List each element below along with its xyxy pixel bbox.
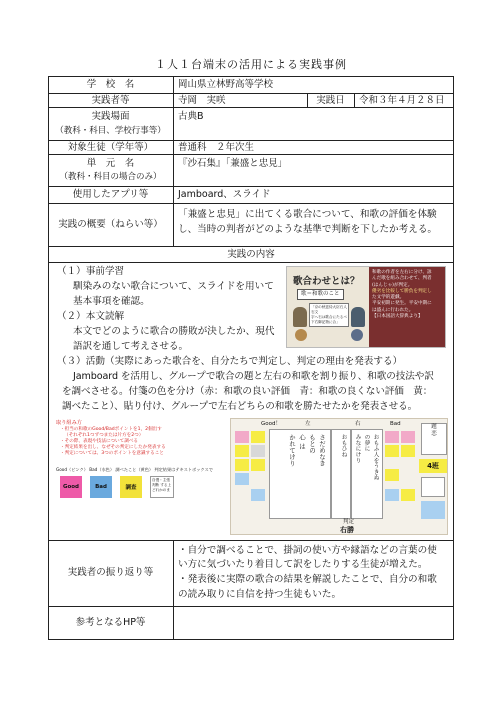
- content-line-9: を調べさせる。付箋の色を分け（赤：和歌の良い評価 青：和歌の良くない評価 黄：: [62, 386, 433, 397]
- content-line-7: （３）活動（実際にあった歌合を、自分たちで判定し、判定の理由を発表する）: [57, 356, 403, 367]
- poem-left-card: さだめなき もとの 心 は かれてけり: [269, 429, 331, 519]
- reflection-line-1: ・自分で調べることで、掛詞の使い方や縁語などの言葉の使: [178, 545, 437, 556]
- slide-utaawase: [286, 266, 446, 348]
- page-title: １人１台端末の活用による実践事例: [155, 58, 347, 71]
- content-line-5: 本文でどのように歌合の勝敗が決したか、現代: [73, 326, 275, 337]
- content-line-1: （１）事前学習: [57, 266, 125, 277]
- group-label: 4班: [419, 459, 447, 473]
- aim-label: 実践の概要（ねらい等）: [58, 219, 163, 230]
- unit-value: 『沙石集』「兼盛と忠見」: [178, 158, 288, 169]
- app-label: 使用したアプリ等: [72, 189, 149, 200]
- figure-illustration: 「京の秋廷侍大臣石人石文 字へ石は歌合にたるべ 下右御記物に合」: [291, 301, 365, 343]
- slide1-subtitle: 歌＝和歌のこと: [297, 289, 344, 300]
- school-label: 学 校 名: [86, 79, 135, 90]
- content-line-4: （２）本文読解: [57, 311, 125, 322]
- reflection-label: 実践者の振り返り等: [67, 567, 154, 578]
- reflection-line-2: い方に気づいたり着目して訳をしたりする生徒が増えた。: [178, 559, 428, 570]
- date-value: 令和３年４月２８日: [359, 95, 445, 106]
- research-sticky: 調査: [120, 476, 142, 498]
- target-value: 普通科 ２年次生: [178, 142, 255, 153]
- poem-right-card: おもふ人をうきぬ の夢に みなにけり: [351, 429, 383, 519]
- reflection-line-4: の読み取りに自信を持つ生徒もいた。: [178, 589, 342, 600]
- scene-value: 古典B: [178, 111, 204, 122]
- content-header: 実践の内容: [227, 249, 275, 260]
- unit-label: 単 元 名: [86, 158, 135, 169]
- example-sticky: 自慢・主張 判断 する上 どれかのま: [150, 476, 174, 498]
- teacher-label: 実践者等: [91, 95, 130, 106]
- content-line-3: 基本事項を確認。: [73, 296, 150, 307]
- scene-sub: （教科・科目、学校行事等）: [55, 126, 166, 136]
- slide1-definition: 和歌の作者を左右に分け、詠 んだ歌を組み合わせて、判者 (はんじゃ)が判定。 優劣を比較して勝負を判定し た文学的遊戯。 平安初期に発生。平安中期に は盛んに行われた。 【日本国語大辞典より】: [369, 267, 446, 348]
- date-label: 実践日: [316, 95, 345, 106]
- aim-line-1: 「兼盛と忠見」に出てくる歌合について、和歌の評価を体験: [178, 209, 437, 220]
- jamboard-board: Good！ 左 右 Bad さだめなき もとの 心 は かれてけり おもひね おもふ人をうきぬ の夢に みなにけり 判定 右勝 題 恋 4班: [230, 418, 448, 535]
- reflection-line-3: ・発表後に実際の歌合の結果を解説したことで、自分の和歌: [178, 574, 437, 585]
- target-label: 対象生徒（学年等）: [67, 142, 154, 153]
- content-line-6: 語訳を通して考えさせる。: [73, 341, 189, 352]
- content-line-2: 馴染みのない歌合について、スライドを用いて: [73, 281, 274, 292]
- aim-line-2: し、当時の判者がどのような基準で判断を下したか考える。: [178, 224, 438, 235]
- good-sticky: Good: [60, 476, 82, 498]
- bad-sticky: Bad: [90, 476, 112, 498]
- content-line-10: 調べたこと）、貼り付け、グループで左右どちらの和歌を勝たせたかを発表させる。: [62, 401, 418, 412]
- unit-sub: （教科・科目の場合のみ）: [59, 172, 162, 182]
- content-line-8: Jamboard を活用し、グループで歌合の題と左右の和歌を割り振り、和歌の技法や訳: [73, 371, 434, 382]
- theme-card: 題 恋: [421, 423, 447, 455]
- hp-label: 参考となるHP等: [75, 617, 146, 628]
- poem-mid-card: おもひね: [331, 429, 351, 519]
- app-value: Jamboard、スライド: [178, 189, 271, 200]
- scene-label: 実践場面: [91, 111, 130, 122]
- winner-label: 右勝: [340, 526, 354, 534]
- teacher-value: 寺岡 実咲: [178, 95, 226, 106]
- slide1-title: 歌合わせとは？: [293, 276, 360, 287]
- jamboard-instructions: 取り組み方 ・担当の和歌のGood/Badポイントを1，2個出す （それぞれ1つずつまたは片方を2つ） ・その際、表現や技法について調べる ・判定結果を出し、なぜその判定にしたか発表する ・判定については、3つのポイントを意識すること Good（ピンク） Bad（水色） 調べたこと（黄色） 判定結果はテキストボックスで Good Bad 調査 自慢・主張 判断 する上 どれかのま: [54, 418, 224, 514]
- school-value: 岡山県立林野高等学校: [178, 79, 274, 90]
